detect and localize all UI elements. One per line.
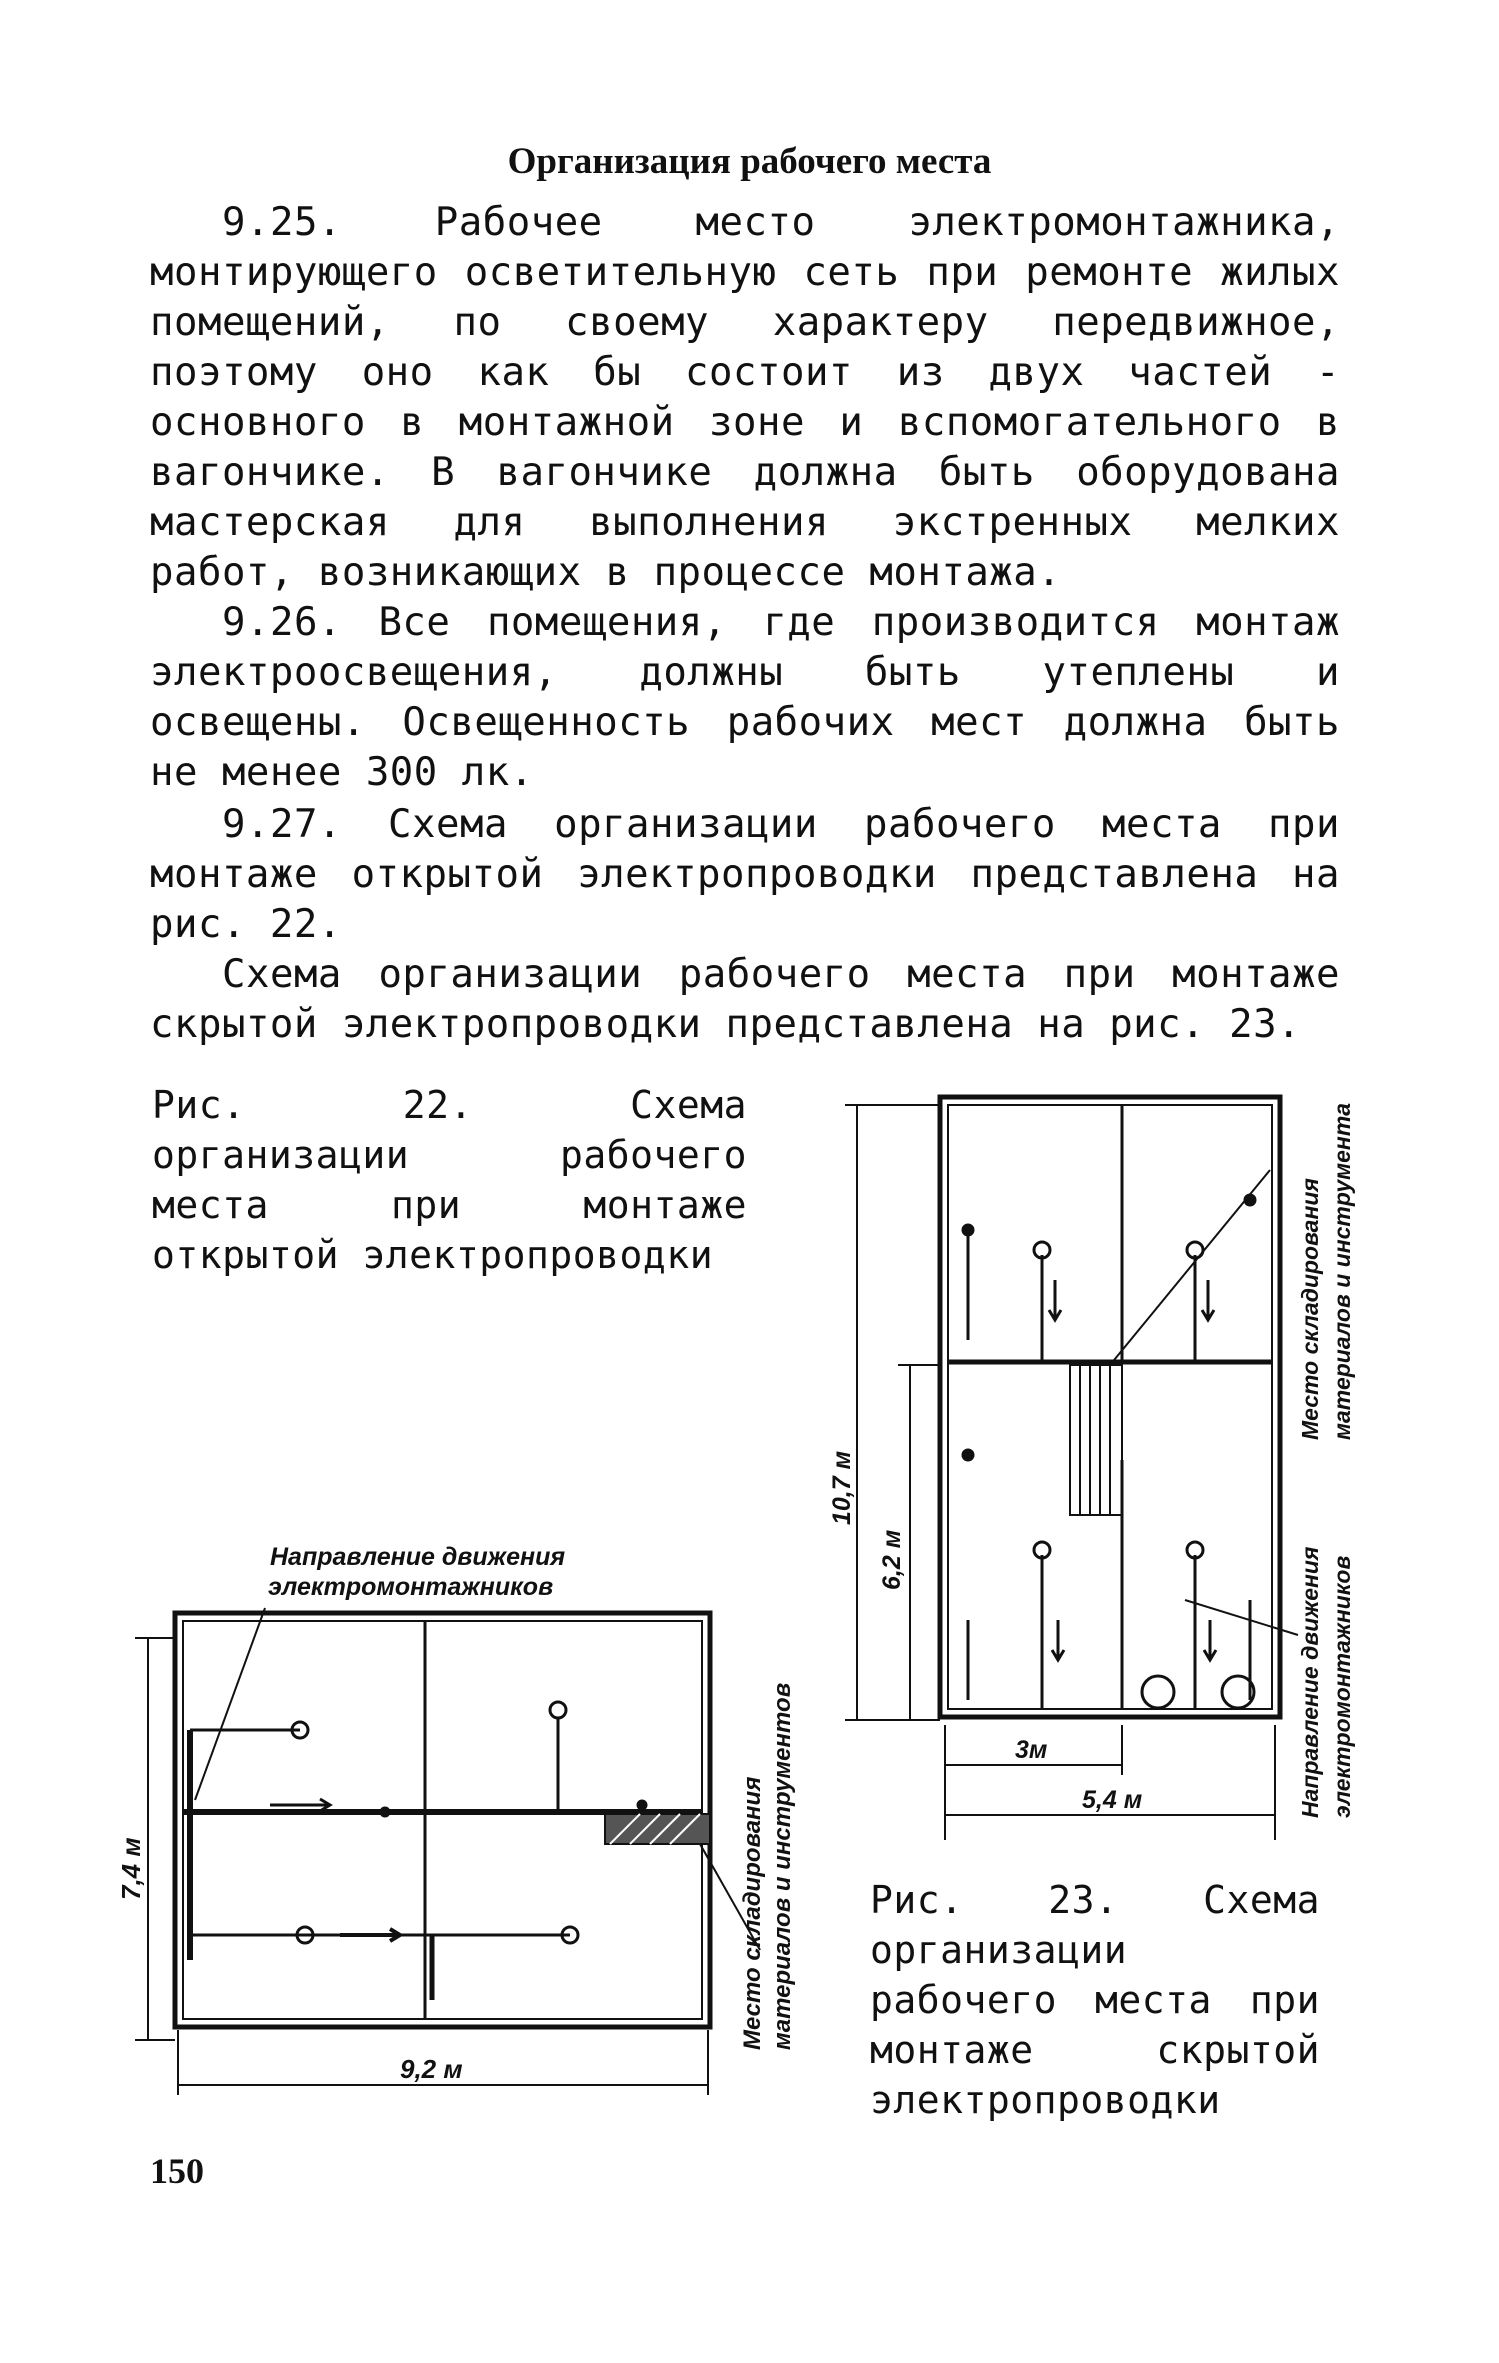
figure22-caption: Рис. 22. Схема организации рабочего места при монтаже открытой электропроводки <box>152 1083 747 1277</box>
figure23-storage-label-2: материалов и инструмента <box>1329 1102 1355 1440</box>
figure22-storage-label-2: материалов и инструментов <box>769 1682 796 2050</box>
figure23-dim-total-height: 10,7 м <box>828 1450 856 1525</box>
paragraph-9-26: 9.26. Все помещения, где производится монтаж электроосвещения, должны быть утеплены и освещены. Освещенность рабочих мест должна быть не менее 300 лк. <box>150 600 1340 795</box>
figure23-dim-width-54: 5,4 м <box>1082 1786 1143 1814</box>
figure22-direction-label-1: Направление движения <box>270 1543 566 1571</box>
page-heading: Организация рабочего места <box>507 141 992 182</box>
figure23-caption: Рис. 23. Схема организации рабочего места при монтаже скрытой электропроводки <box>870 1878 1320 2122</box>
figure22-storage-label-1: Место складирования <box>739 1776 766 2050</box>
figure23-storage-label-1: Место складирования <box>1297 1178 1323 1440</box>
paragraph-9-25: 9.25. Рабочее место электромонтажника, монтирующего осветительную сеть при ремонте жилых помещений, по своему характеру передвижное, поэтому оно как бы состоит из двух частей - основного в монтажной зоне и вспомогательного в вагончике. В вагончике должна быть оборудована мастерская для выполнения экстренных мелких работ, возникающих в процессе монтажа. <box>150 200 1340 595</box>
figure23-plan <box>845 1097 1298 1840</box>
figure23-dim-width-3: 3м <box>1015 1736 1048 1764</box>
figure22-dim-height: 7,4 м <box>116 1837 146 1900</box>
page-number: 150 <box>150 2151 204 2191</box>
figure23-direction-label-1: Направление движения <box>1297 1546 1323 1818</box>
paragraph-9-27: 9.27. Схема организации рабочего места при монтаже открытой электропроводки представлена на рис. 22. <box>150 802 1340 947</box>
paragraph-scheme-23: Схема организации рабочего места при монтаже скрытой электропроводки представлена на рис. 23. <box>150 952 1340 1047</box>
figure22-dim-width: 9,2 м <box>400 2054 463 2084</box>
figure23-direction-label-2: электромонтажников <box>1329 1555 1355 1818</box>
figure23-dim-lower-height: 6,2 м <box>878 1529 906 1590</box>
figure22-direction-label-2: электромонтажников <box>268 1573 554 1601</box>
figure22-plan <box>135 1608 760 2095</box>
